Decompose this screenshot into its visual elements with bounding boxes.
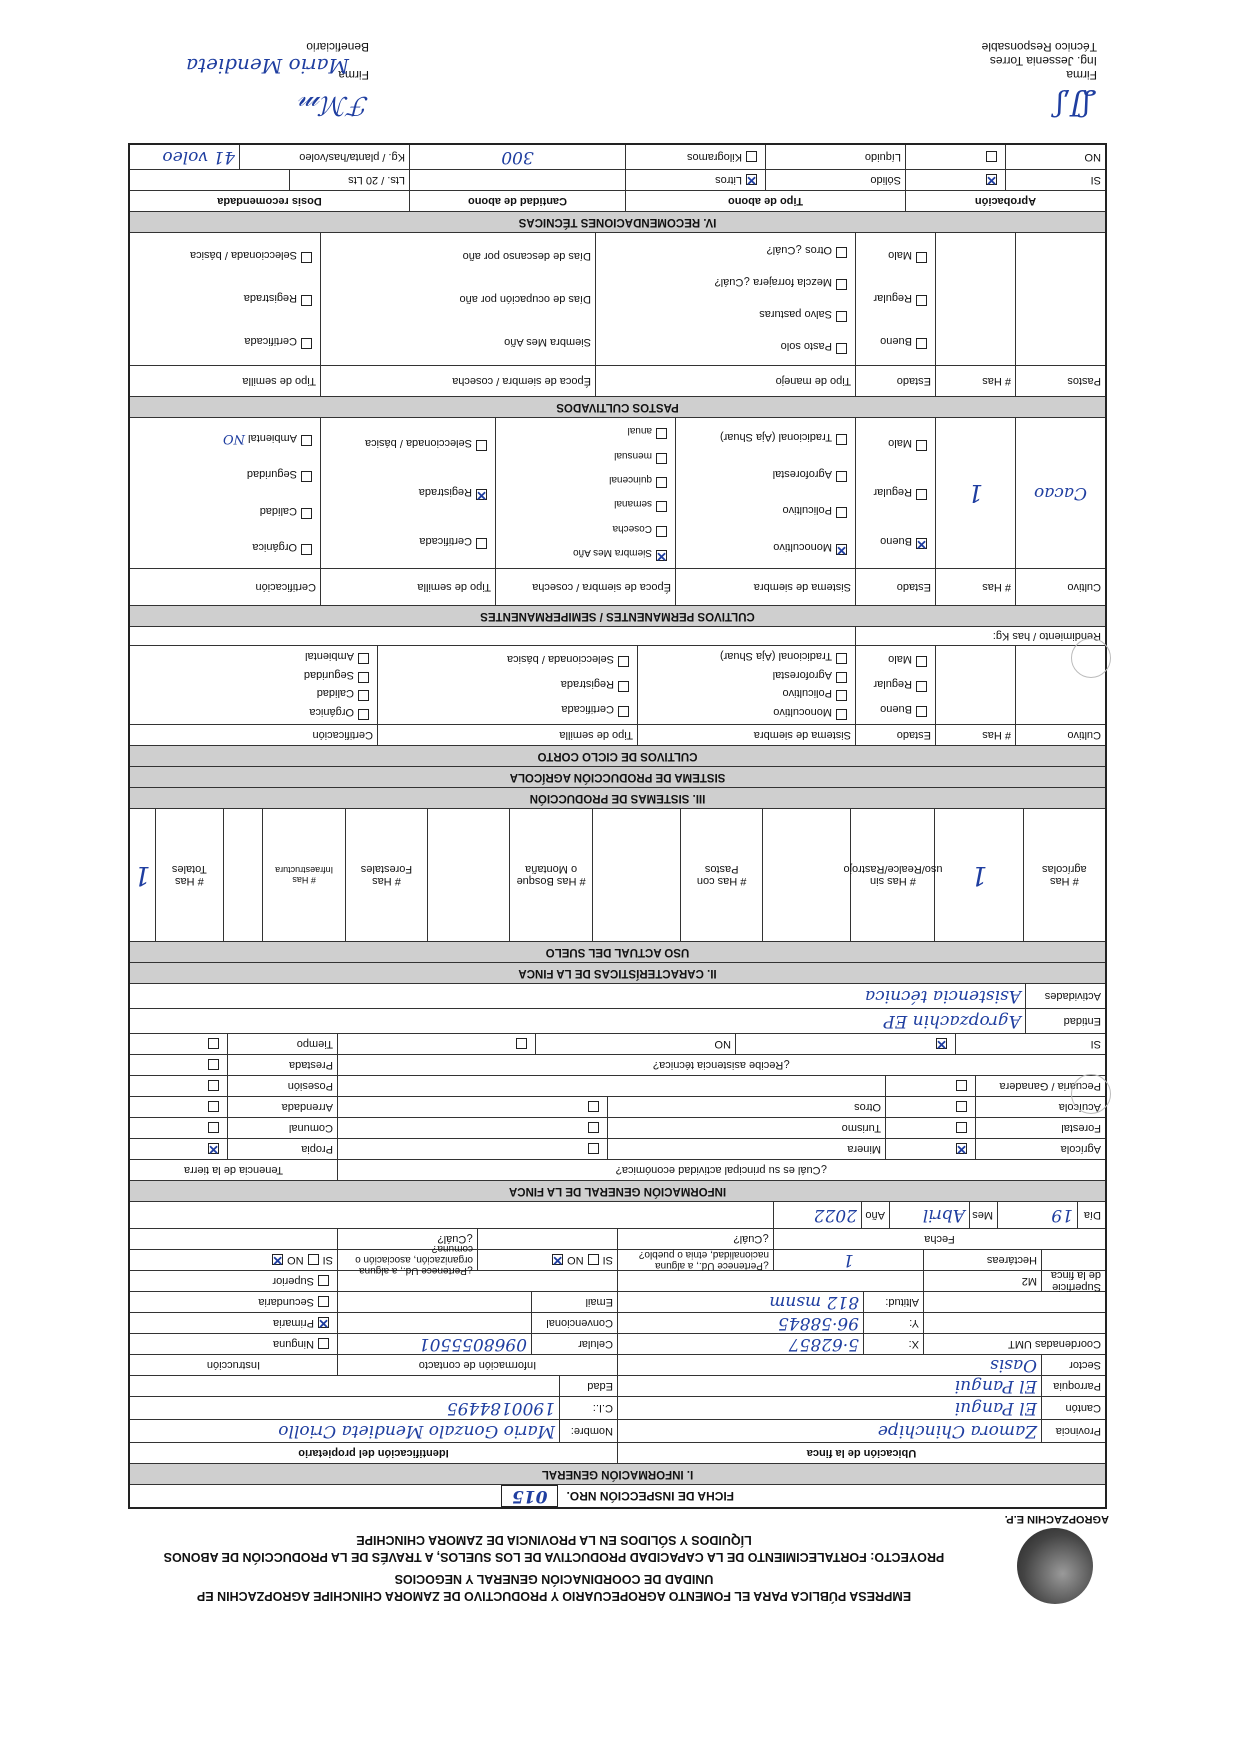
dias-descanso-label: Días de descanso por año [462, 250, 591, 263]
checkbox[interactable] [916, 295, 927, 306]
checkbox[interactable] [476, 440, 487, 451]
perm-organica-label: Orgánica [252, 540, 297, 553]
checkbox[interactable] [836, 471, 847, 482]
ficha-number: 015 [501, 1485, 559, 1507]
checkbox[interactable] [916, 681, 927, 692]
m2-label: M2 [923, 1271, 1041, 1291]
dia-label: Día [1077, 1202, 1105, 1228]
checkbox[interactable] [358, 653, 369, 664]
acuicola-checkbox[interactable] [956, 1102, 967, 1113]
checkbox[interactable] [916, 489, 927, 500]
perm-epoca-header: Época de siembra / cosecha [495, 569, 675, 605]
edad-label: Edad [559, 1376, 617, 1396]
aprobacion-header: Aprobación [905, 191, 1105, 211]
corto-semilla-header: Tipo de semilla [377, 725, 637, 745]
tiempo-checkbox[interactable] [208, 1039, 219, 1050]
pecuaria-checkbox[interactable] [956, 1081, 967, 1092]
checkbox[interactable] [656, 453, 667, 464]
pastos-certificada-label: Certificada [244, 334, 297, 347]
lts-label: Lts. / 20 Lts [289, 170, 409, 190]
etnia-si-label: SI [602, 1254, 613, 1266]
posesion-checkbox[interactable] [208, 1081, 219, 1092]
section-4-title: IV. RECOMENDACIONES TÉCNICAS [130, 211, 1105, 232]
x-label: X: [863, 1334, 923, 1354]
checkbox[interactable] [618, 656, 629, 667]
propia-checkbox[interactable] [208, 1144, 219, 1155]
pastos-header: Pastos [1015, 366, 1105, 396]
etnia-no-label: NO [567, 1254, 584, 1266]
perm-has-value: 1 [935, 418, 1015, 568]
prestada-label: Prestada [227, 1055, 337, 1075]
tecnico-name: Ing. Jessenia Torres [989, 54, 1097, 68]
entidad-label: Entidad [1025, 1009, 1105, 1033]
perm-mensual-label: mensual [614, 449, 652, 461]
convencional-label: Convencional [531, 1313, 617, 1333]
mes-value: Abril [889, 1202, 969, 1228]
pastos-manejo-header: Tipo de manejo [595, 366, 855, 396]
pastos-malo-label: Malo [888, 249, 912, 262]
corto-certificada-label: Certificada [561, 702, 614, 715]
beneficiario-firma-label: Firma [338, 68, 369, 82]
primaria-label: Primaria [273, 1317, 314, 1329]
nombre-label: Nombre: [559, 1420, 617, 1442]
has-sin-uso-label: # Has sin uso/Realce/Rastrojo [850, 809, 934, 941]
has-totales-value: 1 [133, 860, 151, 890]
pastos-epoca-header: Época de siembra / cosecha [320, 366, 595, 396]
pastos-estado-header: Estado [855, 366, 935, 396]
canton-label: Cantón [1041, 1397, 1105, 1419]
finca-location-header: Ubicación de la finca [617, 1443, 1105, 1463]
checkbox[interactable] [301, 295, 312, 306]
arrendada-label: Arrendada [227, 1097, 337, 1117]
corto-seguridad-label: Seguridad [303, 668, 354, 681]
ninguna-checkbox[interactable] [318, 1339, 329, 1350]
etnia-no-checkbox[interactable] [552, 1255, 563, 1266]
corto-organica-label: Orgánica [309, 705, 354, 718]
checkbox[interactable] [301, 252, 312, 263]
checkbox[interactable] [358, 690, 369, 701]
corto-regular-label: Regular [873, 678, 912, 691]
salvo-pasturas-label: Salvo pasturas [759, 308, 832, 320]
checkbox[interactable] [836, 343, 847, 354]
dosis-value: 41 voleo [162, 147, 235, 167]
fecha-label: Fecha [773, 1229, 1105, 1249]
corto-cultivo-header: Cultivo [1015, 725, 1105, 745]
superior-label: Superior [272, 1275, 314, 1287]
etnia-question: ¿Pertenece Ud., a alguna nacionalidad, etnia o pueblo? [617, 1250, 773, 1270]
perm-semilla-header: Tipo de semilla [320, 569, 495, 605]
ninguna-label: Ninguna [273, 1338, 314, 1350]
altitud-value: 812 msnm [617, 1292, 863, 1312]
perm-certificacion-header: Certificación [255, 581, 316, 593]
email-label: Email [531, 1292, 617, 1312]
beneficiario-signature: ℱℳ𝓂 [298, 90, 369, 120]
perm-quincenal-label: quincenal [609, 473, 652, 485]
superior-checkbox[interactable] [318, 1276, 329, 1287]
pecuaria-label: Pecuaria / Ganadera [975, 1076, 1105, 1096]
otros-actividad-label: Otros [607, 1097, 885, 1117]
perm-registrada-label: Registrada [418, 486, 472, 499]
ci-label: C.I.: [559, 1397, 617, 1419]
mes-label: Mes [969, 1202, 997, 1228]
agricola-checkbox[interactable] [956, 1144, 967, 1155]
perm-regular-label: Regular [873, 486, 912, 499]
tenencia-header: Tenencia de la tierra [183, 1164, 284, 1176]
corto-has-header: # Has [935, 725, 1015, 745]
parroquia-label: Parroquia [1041, 1376, 1105, 1396]
has-agricolas-label: # Has agrícolas [1023, 809, 1105, 941]
corto-calidad-label: Calidad [316, 687, 354, 700]
secundaria-label: Secundaria [258, 1296, 314, 1308]
has-totales-label: # Has Totales [155, 809, 224, 941]
perm-semanal-label: semanal [614, 498, 652, 510]
instruccion-header: Instrucción [206, 1359, 261, 1371]
nombre-value: Mario Gonzalo Mendieta Criollo [278, 1421, 555, 1441]
tecnico-role: Técnico Responsable [981, 40, 1097, 54]
agricola-system-title: SISTEMA DE PRODUCCIÓN AGRÍCOLA [130, 766, 1105, 787]
actividades-value: Asistencia técnica [865, 986, 1021, 1006]
corto-ambiental-label: Ambiental [305, 650, 354, 663]
corto-malo-label: Malo [888, 653, 912, 666]
corto-agroforestal-label: Agroforestal [772, 668, 832, 681]
perm-cosecha-label: Cosecha [612, 522, 652, 534]
pastos-siembra-label: Siembra [550, 335, 591, 348]
checkbox[interactable] [836, 690, 847, 701]
asistencia-si-checkbox[interactable] [936, 1039, 947, 1050]
org-no-label: NO [287, 1254, 304, 1266]
beneficiario-name: Mario Mendieta [186, 54, 349, 78]
perm-seguridad-label: Seguridad [246, 468, 297, 481]
perm-cultivo-header: Cultivo [1015, 569, 1105, 605]
perm-malo-label: Malo [888, 437, 912, 450]
perm-siembra-label: Siembra [614, 546, 652, 558]
acuicola-label: Acuícola [975, 1097, 1105, 1117]
anio-value: 2022 [773, 1202, 861, 1228]
pastos-regular-label: Regular [873, 292, 912, 305]
aprobacion-si-label: SI [1005, 170, 1105, 190]
pastos-has-header: # Has [935, 366, 1015, 396]
cantidad-value: 300 [409, 145, 625, 169]
celular-label: Celular [531, 1334, 617, 1354]
perm-bueno-label: Bueno [880, 534, 912, 547]
checkbox[interactable] [916, 656, 927, 667]
provincia-value: Zamora Chinchipe [617, 1420, 1041, 1442]
contacto-header: Información de contacto [337, 1355, 617, 1375]
checkbox[interactable] [916, 440, 927, 451]
otros-actividad-checkbox[interactable] [588, 1102, 599, 1113]
asistencia-no-checkbox[interactable] [516, 1039, 527, 1050]
altitud-label: Altitud: [863, 1292, 923, 1312]
turismo-label: Turismo [607, 1118, 885, 1138]
checkbox[interactable] [301, 338, 312, 349]
x-value: 5·62857 [617, 1334, 863, 1354]
edad-value [130, 1376, 559, 1396]
tiempo-label: Tiempo [227, 1034, 337, 1054]
pastos-anio-label: Año [504, 335, 524, 348]
dias-ocupacion-label: Días de ocupación por año [459, 293, 591, 306]
coord-label: Coordenadas UMT [923, 1334, 1105, 1354]
aprobacion-no-label: NO [1005, 145, 1105, 169]
logo-label: AGROPZACHIN E.P. [1004, 1513, 1109, 1525]
header-line-1: EMPRESA PÚBLICA PARA EL FOMENTO AGROPECUARIO Y PRODUCTIVO DE ZAMORA CHINCHIPE AGROPZACHIN EP [196, 1589, 912, 1603]
solido-label: Sólido [765, 170, 905, 190]
kilogramos-label: Kilogramos [686, 151, 742, 163]
agropzachin-logo [1017, 1528, 1093, 1604]
checkbox[interactable] [301, 471, 312, 482]
perm-anual-label: anual [627, 425, 652, 437]
checkbox[interactable] [301, 508, 312, 519]
checkbox[interactable] [916, 706, 927, 717]
checkbox[interactable] [358, 672, 369, 683]
section-2-title: II. CARACTERÍSTICAS DE LA FINCA [130, 962, 1105, 983]
etnia-si-checkbox[interactable] [588, 1255, 599, 1266]
checkbox[interactable] [836, 507, 847, 518]
provincia-label: Provincia [1041, 1420, 1105, 1442]
corto-bueno-label: Bueno [880, 702, 912, 715]
tecnico-signature: ʆJ͵ʃ [1055, 89, 1091, 122]
perm-sistema-header: Sistema de siembra [675, 569, 855, 605]
org-no-checkbox[interactable] [272, 1255, 283, 1266]
hectareas-value: 1 [773, 1250, 923, 1270]
hectareas-label: Hectáreas [923, 1250, 1041, 1270]
corto-estado-header: Estado [855, 725, 935, 745]
header-line-4: LÍQUIDOS Y SÓLIDOS EN LA PROVINCIA DE ZAMORA CHINCHIPE [356, 1533, 752, 1547]
dosis-header: Dosis recomendada [217, 195, 322, 207]
checkbox[interactable] [836, 672, 847, 683]
checkbox[interactable] [656, 428, 667, 439]
primaria-checkbox[interactable] [318, 1318, 329, 1329]
cantidad-abono-header: Cantidad de abono [409, 191, 625, 211]
checkbox[interactable] [656, 477, 667, 488]
entidad-value: Agropzachin EP [883, 1011, 1021, 1031]
liquido-checkbox[interactable] [746, 152, 757, 163]
section-1-title: I. INFORMACIÓN GENERAL [130, 1463, 1105, 1484]
perm-tradicional-label: Tradicional (Aja Shuar) [719, 431, 832, 444]
celular-value: 0968055501 [337, 1334, 531, 1354]
has-agricolas-value: 1 [934, 809, 1022, 941]
perm-estado-header: Estado [855, 569, 935, 605]
pastos-registrada-label: Registrada [243, 292, 297, 305]
checkbox[interactable] [836, 247, 847, 258]
actividad-question: ¿Cuál es su principal actividad económica? [337, 1160, 1105, 1180]
uso-suelo-title: USO ACTUAL DEL SUELO [130, 941, 1105, 962]
inspection-form [128, 143, 1107, 1509]
org-si-label: SI [322, 1254, 333, 1266]
solido-checkbox[interactable] [746, 175, 757, 186]
posesion-label: Posesión [227, 1076, 337, 1096]
pastos-semilla-header: Tipo de semilla [242, 375, 316, 387]
checkbox[interactable] [836, 709, 847, 720]
perm-monocultivo-label: Monocultivo [773, 540, 832, 553]
anio-label: Año [861, 1202, 889, 1228]
y-label: Y: [863, 1313, 923, 1333]
checkbox[interactable] [836, 653, 847, 664]
asistencia-si-label: SI [955, 1034, 1105, 1054]
dia-value: 19 [997, 1202, 1077, 1228]
perm-agroforestal-label: Agroforestal [772, 467, 832, 480]
tecnico-firma-label: Firma [1066, 68, 1097, 82]
pastos-seleccionada-label: Seleccionada / básica [189, 249, 297, 262]
ficha-label: FICHA DE INSPECCIÓN NRO. [566, 1489, 735, 1503]
punch-hole [1071, 638, 1111, 678]
header-line-3: PROYECTO: FORTALECIMIENTO DE LA CAPACIDAD PRODUCTIVA DE LOS SUELOS, A TRAVÉS DE LA PRODUCCIÓN DE ABONOS [163, 1550, 945, 1564]
checkbox[interactable] [656, 501, 667, 512]
actividades-label: Actividades [1025, 984, 1105, 1008]
superficie-label: Superficie de la finca [1041, 1271, 1105, 1291]
finca-general-title: INFORMACIÓN GENERAL DE LA FINCA [130, 1180, 1105, 1201]
perm-anio-label: Año [573, 546, 591, 558]
checkbox[interactable] [618, 681, 629, 692]
perm-cultivo-value: Cacao [1015, 418, 1105, 568]
pastos-bueno-label: Bueno [880, 334, 912, 347]
tipo-abono-header: Tipo de abono [625, 191, 905, 211]
mezcla-forrajera-label: Mezcla forrajera ¿Cuál? [714, 276, 832, 288]
punch-hole [1071, 1074, 1111, 1114]
corto-monocultivo-label: Monocultivo [773, 705, 832, 718]
has-bosque-label: # Has Bosque o Montaña [509, 809, 591, 941]
checkbox[interactable] [916, 252, 927, 263]
checkbox[interactable] [358, 709, 369, 720]
has-infraestructura-label: # Has Infraestructura [262, 809, 344, 941]
corto-seleccionada-label: Seleccionada / básica [506, 653, 614, 666]
checkbox[interactable] [476, 489, 487, 500]
comunal-checkbox[interactable] [208, 1123, 219, 1134]
org-question: ¿Pertenece Ud., a alguna organización, asociación o comuna? [337, 1250, 477, 1270]
litros-label: Litros [715, 174, 742, 186]
kg-label: Kg. / planta/has/voleo [239, 145, 409, 169]
checkbox[interactable] [301, 544, 312, 555]
liquido-label: Líquido [765, 145, 905, 169]
asistencia-no-label: NO [535, 1034, 735, 1054]
checkbox[interactable] [836, 279, 847, 290]
y-value: 96·58845 [617, 1313, 863, 1333]
perm-has-header: # Has [935, 569, 1015, 605]
parroquia-value: El Pangui [617, 1376, 1041, 1396]
perm-ambiental-label: Ambiental [248, 432, 297, 445]
forestal-label: Forestal [975, 1118, 1105, 1138]
owner-id-header: Identificación del propietario [298, 1447, 449, 1459]
perm-policultivo-label: Policultivo [782, 504, 832, 517]
forestal-checkbox[interactable] [956, 1123, 967, 1134]
secundaria-checkbox[interactable] [318, 1297, 329, 1308]
has-forestales-label: # Has Forestales [345, 809, 427, 941]
checkbox[interactable] [836, 434, 847, 445]
checkbox[interactable] [836, 544, 847, 555]
corto-registrada-label: Registrada [560, 678, 614, 691]
pasto-solo-label: Pasto solo [780, 340, 832, 352]
prestada-checkbox[interactable] [208, 1060, 219, 1071]
perm-mes-label: Mes [593, 546, 612, 558]
pastos-mes-label: Mes [526, 335, 547, 348]
etnia-cual-label: ¿Cuál? [617, 1229, 773, 1249]
perm-calidad-label: Calidad [259, 504, 297, 517]
checkbox[interactable] [836, 311, 847, 322]
perm-ambiental-no: NO [222, 431, 246, 447]
checkbox[interactable] [301, 435, 312, 446]
org-cual-label: ¿Cuál? [337, 1229, 477, 1249]
agricola-label: Agrícola [975, 1139, 1105, 1159]
header-line-2: UNIDAD DE COORDINACIÓN GENERAL Y NEGOCIOS [394, 1572, 714, 1586]
perm-certificada-label: Certificada [419, 534, 472, 547]
org-si-checkbox[interactable] [308, 1255, 319, 1266]
rendimiento-label: Rendimiento / has Kg: [855, 627, 1105, 645]
permanentes-title: CULTIVOS PERMANENTES / SEMIPERMANENTES [130, 605, 1105, 626]
aprobacion-no-checkbox[interactable] [986, 152, 997, 163]
checkbox[interactable] [656, 526, 667, 537]
minera-checkbox[interactable] [588, 1144, 599, 1155]
checkbox[interactable] [656, 550, 667, 561]
beneficiario-role: Beneficiario [306, 40, 369, 54]
ci-value: 1900184495 [446, 1398, 555, 1418]
ciclo-corto-title: CULTIVOS DE CICLO CORTO [130, 745, 1105, 766]
checkbox[interactable] [916, 538, 927, 549]
checkbox[interactable] [916, 338, 927, 349]
asistencia-question: ¿Recibe asistencia técnica? [337, 1055, 1105, 1075]
comunal-label: Comunal [227, 1118, 337, 1138]
pastos-title: PASTOS CULTIVADOS [130, 396, 1105, 417]
corto-policultivo-label: Policultivo [782, 687, 832, 700]
corto-sistema-header: Sistema de siembra [637, 725, 855, 745]
arrendada-checkbox[interactable] [208, 1102, 219, 1113]
section-3-title: III. SISTEMAS DE PRODUCCIÓN [130, 787, 1105, 808]
checkbox[interactable] [618, 706, 629, 717]
turismo-checkbox[interactable] [588, 1123, 599, 1134]
sector-value: Oasis [617, 1355, 1041, 1375]
corto-certificacion-header: Certificación [312, 729, 373, 741]
checkbox[interactable] [476, 538, 487, 549]
has-pastos-label: # Has con Pastos [680, 809, 762, 941]
minera-label: Minera [607, 1139, 885, 1159]
canton-value: El Pangui [617, 1397, 1041, 1419]
sector-label: Sector [1041, 1355, 1105, 1375]
propia-label: Propia [227, 1139, 337, 1159]
aprobacion-si-checkbox[interactable] [986, 175, 997, 186]
otros-pastos-label: Otros ¿Cuál? [766, 244, 832, 256]
perm-seleccionada-label: Seleccionada / básica [364, 437, 472, 450]
corto-tradicional-label: Tradicional (Aja Shuar) [719, 650, 832, 663]
